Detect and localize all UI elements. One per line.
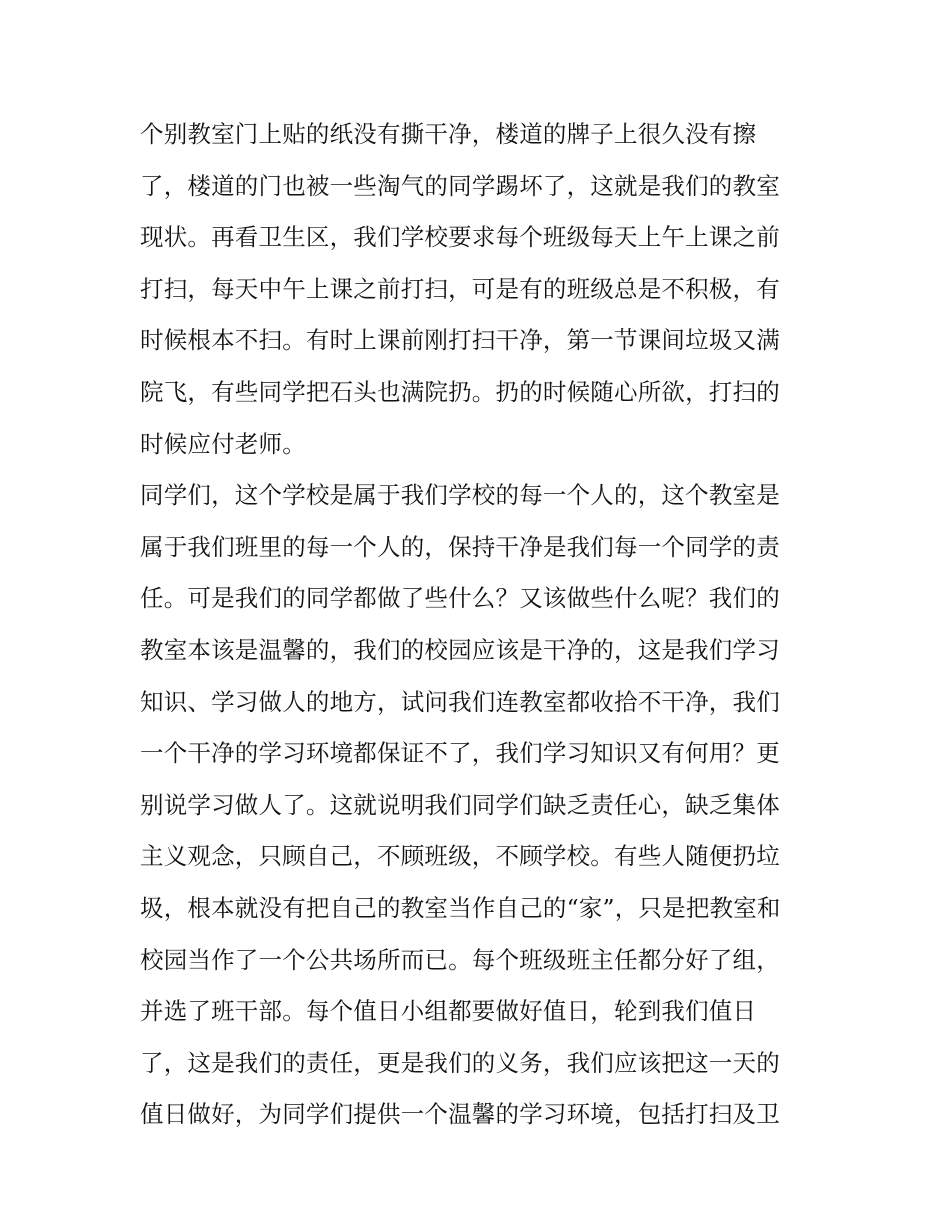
text-line: 了，这是我们的责任，更是我们的义务，我们应该把这一天的 [140,1048,780,1077]
text-line: 值日做好，为同学们提供一个温馨的学习环境，包括打扫及卫 [140,1100,780,1129]
text-line: 个别教室门上贴的纸没有撕干净，楼道的牌子上很久没有擦 [140,120,757,148]
body-text [140,109,820,1141]
text-line: 了，楼道的门也被一些淘气的同学踢坏了，这就是我们的教室 [140,171,780,200]
text-line: 知识、学习做人的地方，试问我们连教室都收拾不干净，我们 [140,687,780,716]
text-line: 别说学习做人了。这就说明我们同学们缺乏责任心，缺乏集体 [140,790,780,819]
text-line: 一个干净的学习环境都保证不了，我们学习知识又有何用？更 [140,739,780,768]
text-line: 任。可是我们的同学都做了些什么？又该做些什么呢？我们的 [140,584,780,613]
text-line: 打扫，每天中午上课之前打扫，可是有的班级总是不积极，有 [140,274,780,303]
text-line: 圾，根本就没有把自己的教室当作自己的“家”，只是把教室和 [140,893,781,922]
text-line: 时候根本不扫。有时上课前刚打扫干净，第一节课间垃圾又满 [140,326,780,355]
text-line: 主义观念，只顾自己，不顾班级，不顾学校。有些人随便扔垃 [140,842,780,871]
text-line: 教室本该是温馨的，我们的校园应该是干净的，这是我们学习 [140,635,780,664]
text-line: 现状。再看卫生区，我们学校要求每个班级每天上午上课之前 [140,223,780,252]
text-line: 同学们，这个学校是属于我们学校的每一个人的，这个教室是 [140,481,780,510]
text-line: 时候应付老师。 [140,429,306,458]
text-line: 院飞，有些同学把石头也满院扔。扔的时候随心所欲，打扫的 [140,377,780,406]
text-line: 并选了班干部。每个值日小组都要做好值日，轮到我们值日 [140,997,757,1026]
text-line: 属于我们班里的每一个人的，保持干净是我们每一个同学的责 [140,532,780,561]
text-line: 校园当作了一个公共场所而已。每个班级班主任都分好了组， [140,945,780,974]
